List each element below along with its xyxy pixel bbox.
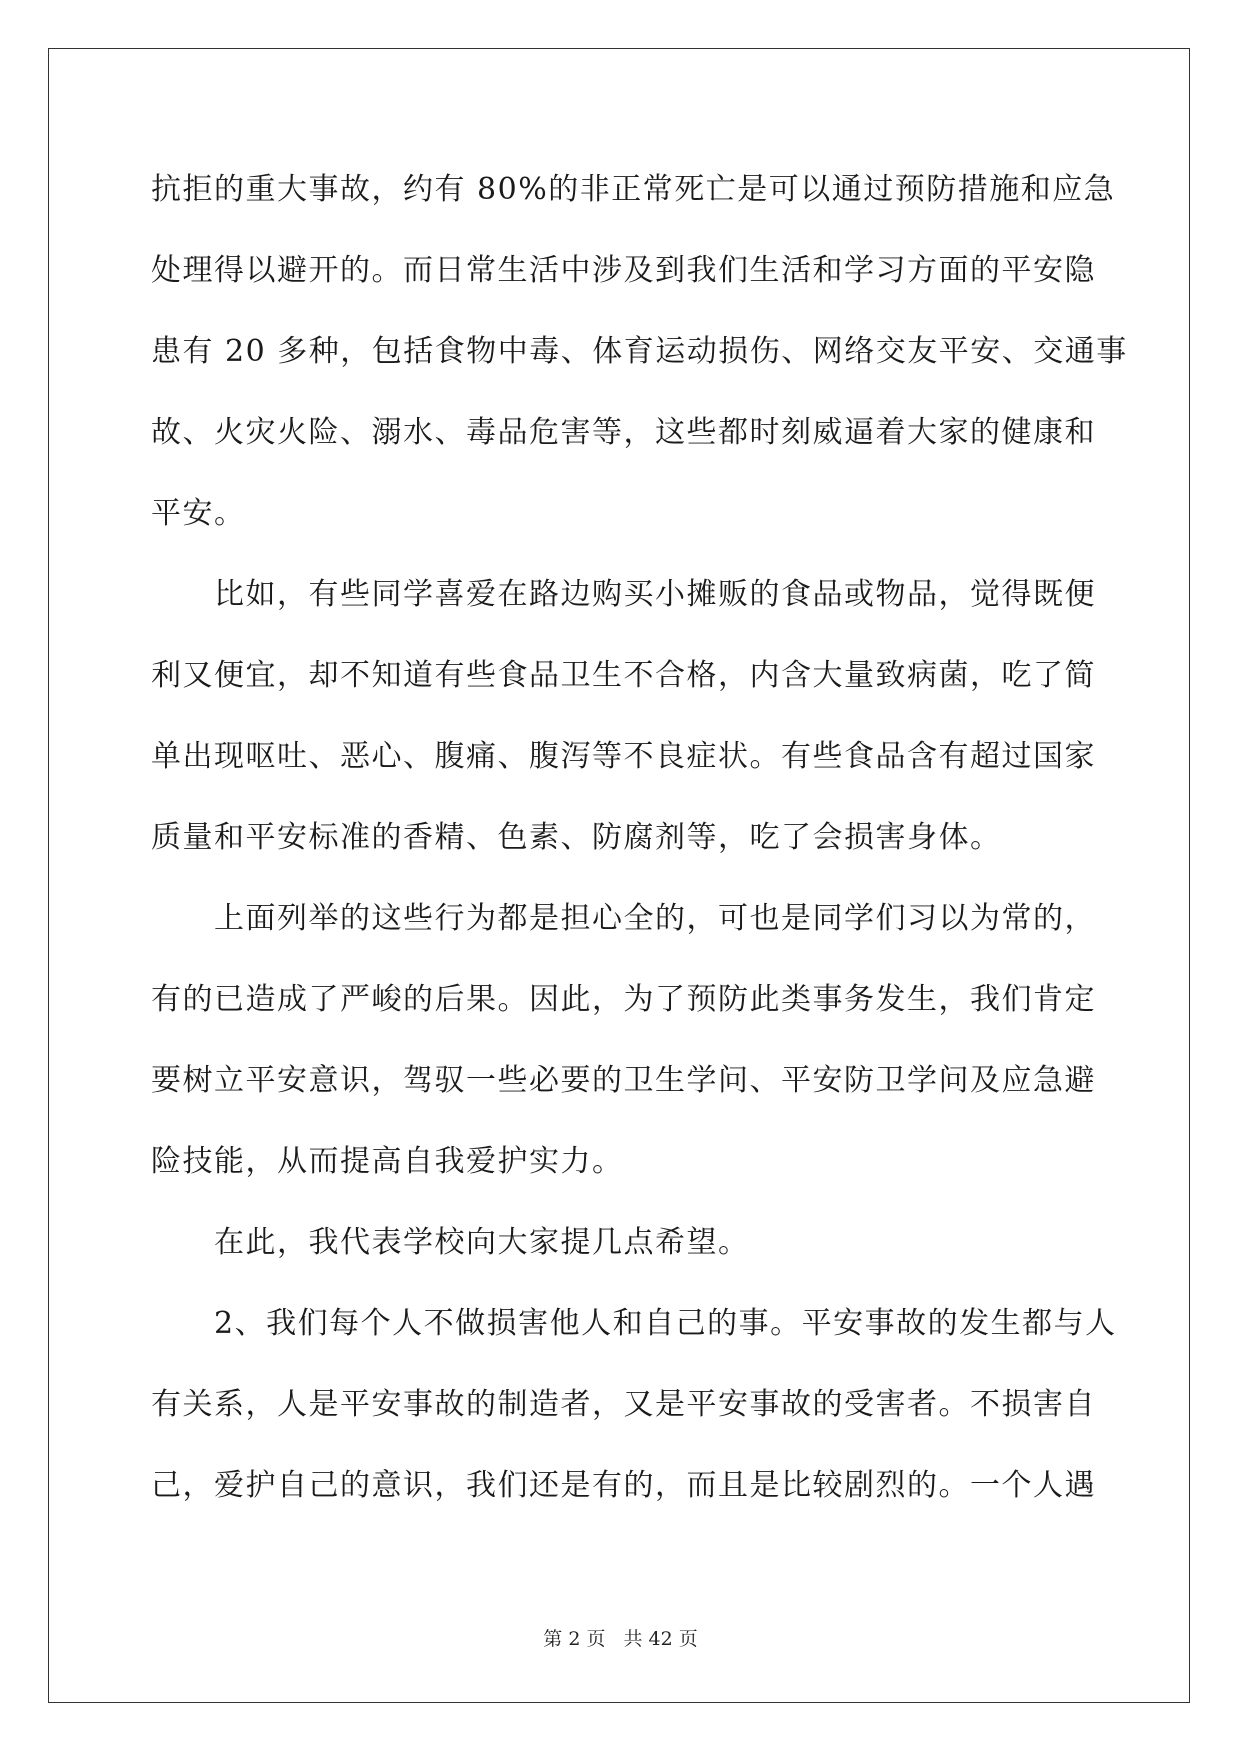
page-total: 共 42 页	[623, 1628, 698, 1650]
text-line: 故、火灾火险、溺水、毒品危害等，这些都时刻威逼着大家的健康和	[151, 415, 1096, 450]
text-line: 单出现呕吐、恶心、腹痛、腹泻等不良症状。有些食品含有超过国家	[151, 739, 1096, 774]
text-line: 上面列举的这些行为都是担心全的，可也是同学们习以为常的，	[151, 901, 1096, 936]
text-line: 险技能，从而提高自我爱护实力。	[151, 1144, 624, 1179]
text-line: 2、我们每个人不做损害他人和自己的事。平安事故的发生都与人	[151, 1306, 1117, 1341]
text-line: 比如，有些同学喜爱在路边购买小摊贩的食品或物品，觉得既便	[151, 577, 1096, 612]
text-line: 在此，我代表学校向大家提几点希望。	[151, 1225, 750, 1260]
page-footer	[0, 1624, 1241, 1651]
text-line: 平安。	[151, 496, 246, 531]
text-line: 处理得以避开的。而日常生活中涉及到我们生活和学习方面的平安隐	[151, 253, 1096, 288]
text-line: 抗拒的重大事故，约有 80%的非正常死亡是可以通过预防措施和应急	[151, 172, 1116, 207]
text-line: 有的已造成了严峻的后果。因此，为了预防此类事务发生，我们肯定	[151, 982, 1096, 1017]
page-number: 第 2 页	[543, 1628, 606, 1650]
document-body	[151, 155, 1128, 1532]
text-line: 利又便宜，却不知道有些食品卫生不合格，内含大量致病菌，吃了简	[151, 658, 1096, 693]
text-line: 要树立平安意识，驾驭一些必要的卫生学问、平安防卫学问及应急避	[151, 1063, 1096, 1098]
text-line: 患有 20 多种，包括食物中毒、体育运动损伤、网络交友平安、交通事	[151, 334, 1128, 369]
text-line: 质量和平安标准的香精、色素、防腐剂等，吃了会损害身体。	[151, 820, 1002, 855]
text-line: 有关系，人是平安事故的制造者，又是平安事故的受害者。不损害自	[151, 1387, 1096, 1422]
text-line: 己，爱护自己的意识，我们还是有的，而且是比较剧烈的。一个人遇	[151, 1468, 1096, 1503]
